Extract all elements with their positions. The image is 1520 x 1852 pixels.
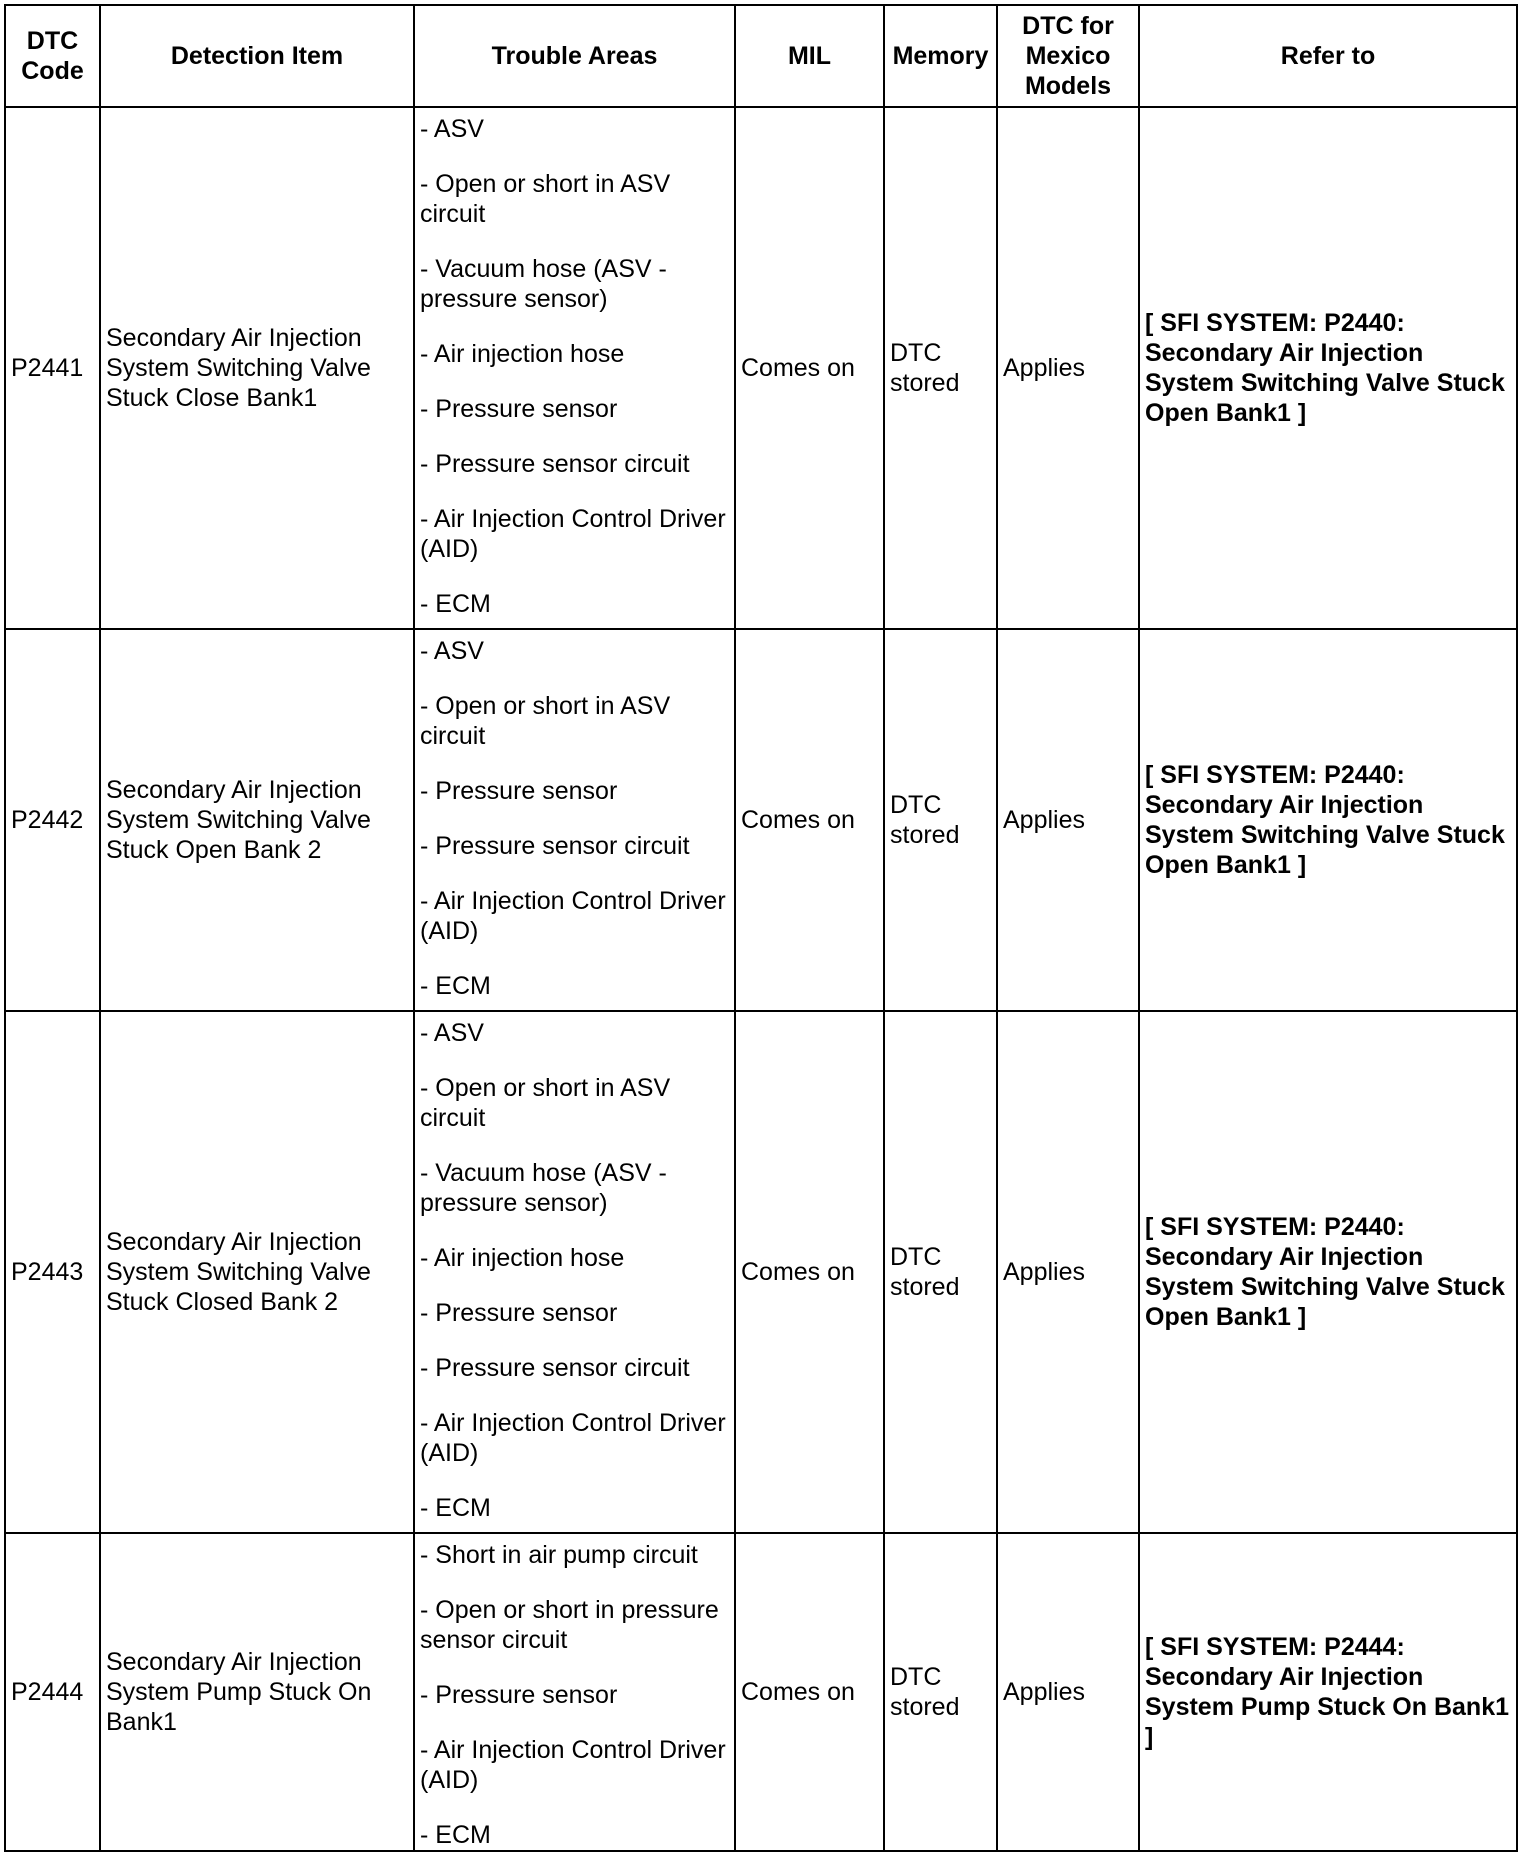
trouble-area-item: - Pressure sensor — [420, 1299, 618, 1327]
detection-item-cell: Secondary Air Injection System Switching Valve Stuck Open Bank 2 — [100, 629, 414, 1011]
table-row — [5, 107, 1517, 629]
refer-to-link[interactable]: [ SFI SYSTEM: P2440: Secondary Air Injection System Switching Valve Stuck Open Bank1 ] — [1139, 1011, 1517, 1533]
trouble-area-item: - Pressure sensor circuit — [420, 1354, 690, 1382]
trouble-area-item: - ASV — [420, 637, 484, 665]
trouble-area-item: - Pressure sensor — [420, 395, 618, 423]
memory-cell: DTC stored — [884, 1011, 997, 1533]
trouble-area-item: - Air injection hose — [420, 1244, 625, 1272]
trouble-area-item: - Pressure sensor circuit — [420, 832, 690, 860]
trouble-area-item: - ECM — [420, 1821, 491, 1849]
detection-item-cell: Secondary Air Injection System Switching Valve Stuck Close Bank1 — [100, 107, 414, 629]
mil-cell: Comes on — [735, 1011, 884, 1533]
trouble-area-item: - Pressure sensor circuit — [420, 450, 690, 478]
mexico-cell: Applies — [997, 1533, 1139, 1851]
trouble-area-item: - ASV — [420, 1019, 484, 1047]
trouble-area-item: - Pressure sensor — [420, 777, 618, 805]
trouble-area-item: - Air Injection Control Driver (AID) — [420, 505, 726, 563]
mil-cell: Comes on — [735, 107, 884, 629]
trouble-area-item: - Open or short in ASV circuit — [420, 1074, 671, 1132]
trouble-area-item: - Pressure sensor — [420, 1681, 618, 1709]
trouble-areas-cell — [414, 629, 735, 1011]
memory-cell: DTC stored — [884, 629, 997, 1011]
mexico-cell: Applies — [997, 1011, 1139, 1533]
dtc-document — [4, 4, 1516, 1849]
refer-to-link[interactable]: [ SFI SYSTEM: P2440: Secondary Air Injection System Switching Valve Stuck Open Bank1 ] — [1139, 629, 1517, 1011]
trouble-area-item: - ECM — [420, 1494, 491, 1522]
trouble-area-item: - ASV — [420, 115, 484, 143]
mexico-cell: Applies — [997, 629, 1139, 1011]
trouble-area-item: - Air Injection Control Driver (AID) — [420, 1409, 726, 1467]
header-trouble-areas: Trouble Areas — [414, 5, 735, 107]
trouble-area-item: - Open or short in pressure sensor circuit — [420, 1596, 719, 1654]
dtc-code-cell: P2443 — [5, 1011, 100, 1533]
trouble-areas-cell — [414, 1533, 735, 1851]
trouble-area-item: - Air Injection Control Driver (AID) — [420, 887, 726, 945]
header-row — [5, 5, 1517, 107]
detection-item-cell: Secondary Air Injection System Switching Valve Stuck Closed Bank 2 — [100, 1011, 414, 1533]
trouble-area-item: - ECM — [420, 972, 491, 1000]
trouble-areas-cell — [414, 107, 735, 629]
refer-to-link[interactable]: [ SFI SYSTEM: P2440: Secondary Air Injection System Switching Valve Stuck Open Bank1 ] — [1139, 107, 1517, 629]
trouble-area-item: - Vacuum hose (ASV - pressure sensor) — [420, 1159, 667, 1217]
table-row — [5, 1011, 1517, 1533]
header-dtc-mexico: DTC for Mexico Models — [997, 5, 1139, 107]
table-row — [5, 629, 1517, 1011]
trouble-areas-cell — [414, 1011, 735, 1533]
mexico-cell: Applies — [997, 107, 1139, 629]
dtc-code-cell: P2442 — [5, 629, 100, 1011]
memory-cell: DTC stored — [884, 107, 997, 629]
dtc-code-cell: P2444 — [5, 1533, 100, 1851]
memory-cell: DTC stored — [884, 1533, 997, 1851]
trouble-area-item: - Air injection hose — [420, 340, 625, 368]
header-detection-item: Detection Item — [100, 5, 414, 107]
trouble-area-item: - Short in air pump circuit — [420, 1541, 698, 1569]
header-refer-to: Refer to — [1139, 5, 1517, 107]
header-memory: Memory — [884, 5, 997, 107]
trouble-area-item: - ECM — [420, 590, 491, 618]
trouble-area-item: - Air Injection Control Driver (AID) — [420, 1736, 726, 1794]
dtc-code-cell: P2441 — [5, 107, 100, 629]
mil-cell: Comes on — [735, 1533, 884, 1851]
trouble-area-item: - Open or short in ASV circuit — [420, 692, 671, 750]
table-row — [5, 1533, 1517, 1851]
trouble-area-item: - Vacuum hose (ASV - pressure sensor) — [420, 255, 667, 313]
header-dtc-code: DTC Code — [5, 5, 100, 107]
trouble-area-item: - Open or short in ASV circuit — [420, 170, 671, 228]
detection-item-cell: Secondary Air Injection System Pump Stuck On Bank1 — [100, 1533, 414, 1851]
refer-to-link[interactable]: [ SFI SYSTEM: P2444: Secondary Air Injection System Pump Stuck On Bank1 ] — [1139, 1533, 1517, 1851]
header-mil: MIL — [735, 5, 884, 107]
mil-cell: Comes on — [735, 629, 884, 1011]
dtc-table — [4, 4, 1518, 1852]
